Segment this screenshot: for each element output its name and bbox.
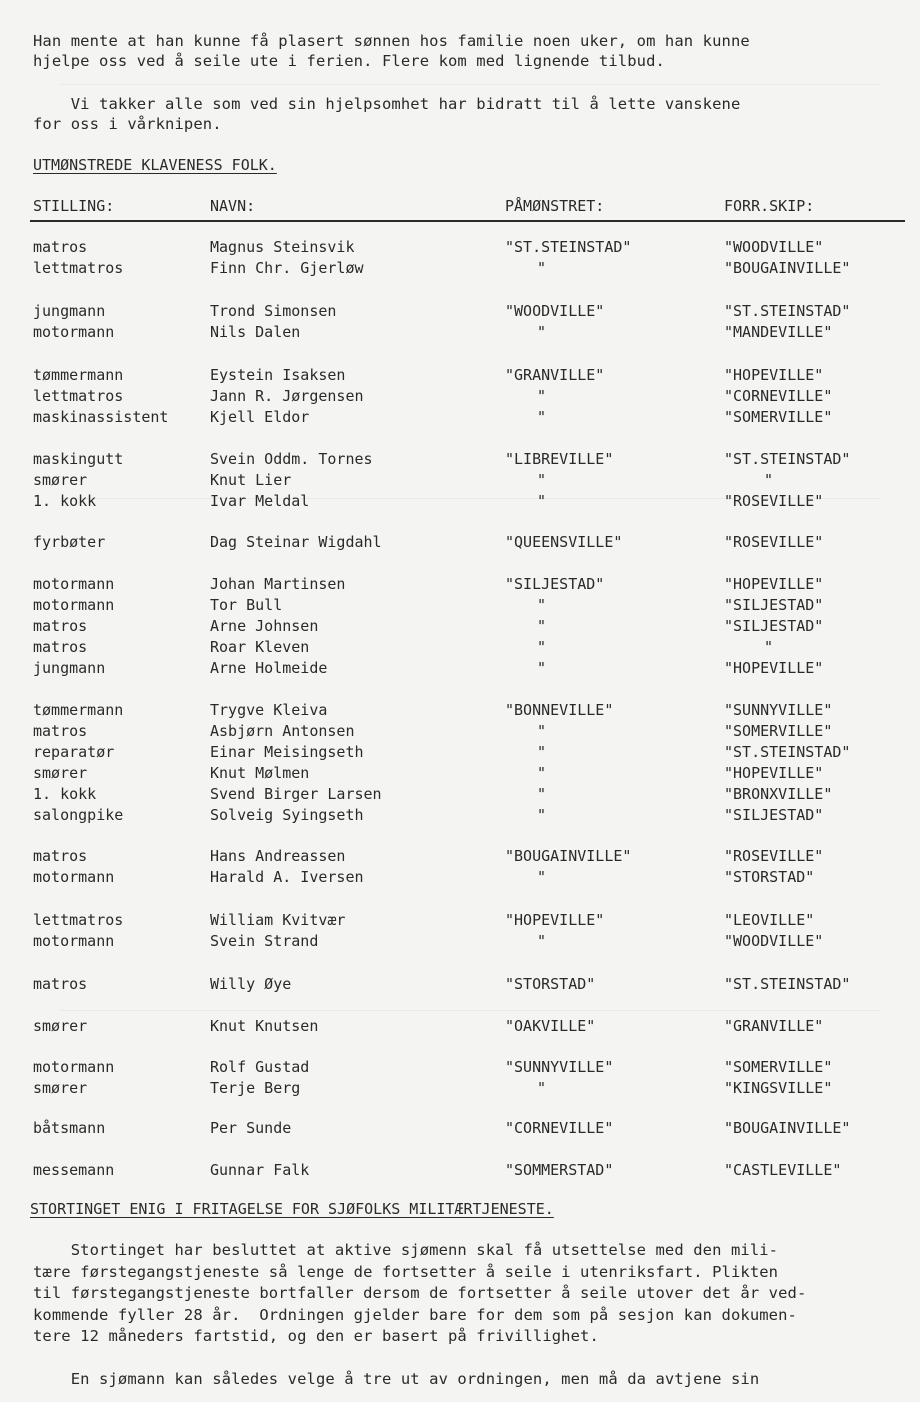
cell-position: matros bbox=[33, 722, 88, 740]
cell-signed-on: " bbox=[537, 932, 547, 950]
table-row bbox=[0, 721, 920, 742]
cell-previous-ship: "GRANVILLE" bbox=[724, 1017, 824, 1035]
cell-name: Svein Oddm. Tornes bbox=[210, 450, 373, 468]
cell-previous-ship: "ST.STEINSTAD" bbox=[724, 975, 851, 993]
cell-signed-on: "BOUGAINVILLE" bbox=[505, 847, 632, 865]
cell-previous-ship: "CASTLEVILLE" bbox=[724, 1161, 842, 1179]
cell-previous-ship: "ST.STEINSTAD" bbox=[724, 743, 851, 761]
cell-previous-ship: "ROSEVILLE" bbox=[724, 847, 824, 865]
table-row bbox=[0, 237, 920, 258]
table-row bbox=[0, 365, 920, 386]
cell-position: matros bbox=[33, 638, 88, 656]
section-heading-military: STORTINGET ENIG I FRITAGELSE FOR SJØFOLKS MILITÆRTJENESTE. bbox=[30, 1200, 554, 1218]
cell-position: salongpike bbox=[33, 806, 124, 824]
cell-name: Rolf Gustad bbox=[210, 1058, 310, 1076]
cell-signed-on: " bbox=[537, 1079, 547, 1097]
cell-name: Einar Meisingseth bbox=[210, 743, 364, 761]
cell-signed-on: "OAKVILLE" bbox=[505, 1017, 596, 1035]
cell-signed-on: " bbox=[537, 743, 547, 761]
cell-signed-on: "SOMMERSTAD" bbox=[505, 1161, 614, 1179]
cell-name: Knut Mølmen bbox=[210, 764, 310, 782]
cell-signed-on: "QUEENSVILLE" bbox=[505, 533, 623, 551]
cell-previous-ship: "ROSEVILLE" bbox=[724, 533, 824, 551]
cell-signed-on: " bbox=[537, 471, 547, 489]
cell-previous-ship: "SILJESTAD" bbox=[724, 596, 824, 614]
cell-previous-ship: " bbox=[764, 638, 774, 656]
table-row bbox=[0, 1078, 920, 1099]
cell-position: båtsmann bbox=[33, 1119, 106, 1137]
table-row bbox=[0, 784, 920, 805]
cell-signed-on: " bbox=[537, 617, 547, 635]
column-header-signed-on: PÅMØNSTRET: bbox=[505, 197, 605, 215]
cell-name: Ivar Meldal bbox=[210, 492, 310, 510]
header-rule bbox=[30, 220, 905, 222]
cell-previous-ship: "STORSTAD" bbox=[724, 868, 815, 886]
cell-previous-ship: "HOPEVILLE" bbox=[724, 575, 824, 593]
table-row bbox=[0, 846, 920, 867]
cell-signed-on: "BONNEVILLE" bbox=[505, 701, 614, 719]
body-line: tære førstegangstjeneste så lenge de fortsetter å seile i utenriksfart. Plikten bbox=[33, 1263, 779, 1281]
cell-previous-ship: "SOMERVILLE" bbox=[724, 1058, 833, 1076]
cell-previous-ship: "HOPEVILLE" bbox=[724, 366, 824, 384]
table-row bbox=[0, 574, 920, 595]
cell-position: lettmatros bbox=[33, 387, 124, 405]
cell-position: motormann bbox=[33, 575, 115, 593]
cell-position: smører bbox=[33, 764, 88, 782]
cell-signed-on: "SILJESTAD" bbox=[505, 575, 605, 593]
cell-signed-on: " bbox=[537, 764, 547, 782]
cell-signed-on: " bbox=[537, 323, 547, 341]
cell-previous-ship: "LEOVILLE" bbox=[724, 911, 815, 929]
cell-name: Trond Simonsen bbox=[210, 302, 337, 320]
cell-previous-ship: "ST.STEINSTAD" bbox=[724, 450, 851, 468]
cell-name: Eystein Isaksen bbox=[210, 366, 346, 384]
cell-signed-on: " bbox=[537, 868, 547, 886]
section-heading-crew: UTMØNSTREDE KLAVENESS FOLK. bbox=[33, 156, 277, 174]
cell-previous-ship: "WOODVILLE" bbox=[724, 238, 824, 256]
cell-previous-ship: "HOPEVILLE" bbox=[724, 659, 824, 677]
column-header-previous-ship: FORR.SKIP: bbox=[724, 197, 815, 215]
table-row bbox=[0, 258, 920, 279]
cell-name: Harald A. Iversen bbox=[210, 868, 364, 886]
cell-name: Knut Knutsen bbox=[210, 1017, 319, 1035]
cell-position: jungmann bbox=[33, 302, 106, 320]
body-line: til førstegangstjeneste bortfaller dersom de fortsetter å seile utover det år ved- bbox=[33, 1284, 807, 1302]
cell-position: smører bbox=[33, 1017, 88, 1035]
cell-name: Asbjørn Antonsen bbox=[210, 722, 355, 740]
cell-name: Knut Lier bbox=[210, 471, 292, 489]
cell-previous-ship: "SOMERVILLE" bbox=[724, 722, 833, 740]
cell-name: Gunnar Falk bbox=[210, 1161, 310, 1179]
table-row bbox=[0, 386, 920, 407]
cell-position: lettmatros bbox=[33, 911, 124, 929]
cell-signed-on: " bbox=[537, 387, 547, 405]
table-row bbox=[0, 1057, 920, 1078]
intro-line: for oss i vårknipen. bbox=[33, 115, 222, 133]
table-row bbox=[0, 322, 920, 343]
cell-name: Finn Chr. Gjerløw bbox=[210, 259, 364, 277]
cell-name: Johan Martinsen bbox=[210, 575, 346, 593]
cell-position: motormann bbox=[33, 1058, 115, 1076]
cell-position: matros bbox=[33, 617, 88, 635]
body-line: Stortinget har besluttet at aktive sjømenn skal få utsettelse med den mili- bbox=[33, 1241, 779, 1259]
cell-position: 1. kokk bbox=[33, 492, 97, 510]
cell-previous-ship: "MANDEVILLE" bbox=[724, 323, 833, 341]
table-row bbox=[0, 931, 920, 952]
cell-name: Arne Johnsen bbox=[210, 617, 319, 635]
cell-signed-on: " bbox=[537, 638, 547, 656]
bleed-through-line bbox=[60, 84, 880, 85]
cell-signed-on: " bbox=[537, 722, 547, 740]
table-row bbox=[0, 637, 920, 658]
cell-signed-on: " bbox=[537, 492, 547, 510]
cell-position: 1. kokk bbox=[33, 785, 97, 803]
cell-previous-ship: " bbox=[764, 471, 774, 489]
table-row bbox=[0, 301, 920, 322]
cell-name: Svend Birger Larsen bbox=[210, 785, 382, 803]
cell-name: Hans Andreassen bbox=[210, 847, 346, 865]
cell-position: tømmermann bbox=[33, 701, 124, 719]
table-row bbox=[0, 1118, 920, 1139]
cell-signed-on: "CORNEVILLE" bbox=[505, 1119, 614, 1137]
cell-name: Kjell Eldor bbox=[210, 408, 310, 426]
table-row bbox=[0, 1016, 920, 1037]
cell-name: William Kvitvær bbox=[210, 911, 346, 929]
cell-previous-ship: "WOODVILLE" bbox=[724, 932, 824, 950]
cell-name: Arne Holmeide bbox=[210, 659, 328, 677]
cell-name: Magnus Steinsvik bbox=[210, 238, 355, 256]
cell-previous-ship: "HOPEVILLE" bbox=[724, 764, 824, 782]
cell-name: Tor Bull bbox=[210, 596, 283, 614]
cell-name: Roar Kleven bbox=[210, 638, 310, 656]
cell-previous-ship: "KINGSVILLE" bbox=[724, 1079, 833, 1097]
cell-signed-on: "GRANVILLE" bbox=[505, 366, 605, 384]
cell-position: motormann bbox=[33, 596, 115, 614]
cell-signed-on: " bbox=[537, 659, 547, 677]
table-row bbox=[0, 1160, 920, 1181]
intro-line: Vi takker alle som ved sin hjelpsomhet har bidratt til å lette vanskene bbox=[33, 95, 741, 113]
table-row bbox=[0, 407, 920, 428]
cell-name: Terje Berg bbox=[210, 1079, 301, 1097]
intro-line: hjelpe oss ved å seile ute i ferien. Flere kom med lignende tilbud. bbox=[33, 52, 665, 70]
cell-position: smører bbox=[33, 1079, 88, 1097]
cell-previous-ship: "ST.STEINSTAD" bbox=[724, 302, 851, 320]
cell-previous-ship: "ROSEVILLE" bbox=[724, 492, 824, 510]
cell-position: maskingutt bbox=[33, 450, 124, 468]
cell-position: matros bbox=[33, 847, 88, 865]
body-line: tere 12 måneders fartstid, og den er basert på frivillighet. bbox=[33, 1327, 599, 1345]
column-header-name: NAVN: bbox=[210, 197, 256, 215]
cell-name: Svein Strand bbox=[210, 932, 319, 950]
table-row bbox=[0, 867, 920, 888]
table-row bbox=[0, 974, 920, 995]
cell-name: Dag Steinar Wigdahl bbox=[210, 533, 382, 551]
cell-previous-ship: "BOUGAINVILLE" bbox=[724, 1119, 851, 1137]
table-row bbox=[0, 595, 920, 616]
cell-position: reparatør bbox=[33, 743, 115, 761]
cell-name: Nils Dalen bbox=[210, 323, 301, 341]
cell-previous-ship: "SUNNYVILLE" bbox=[724, 701, 833, 719]
cell-name: Per Sunde bbox=[210, 1119, 292, 1137]
cell-position: messemann bbox=[33, 1161, 115, 1179]
table-row bbox=[0, 910, 920, 931]
table-row bbox=[0, 470, 920, 491]
cell-position: motormann bbox=[33, 932, 115, 950]
column-header-position: STILLING: bbox=[33, 197, 115, 215]
cell-name: Solveig Syingseth bbox=[210, 806, 364, 824]
cell-signed-on: "SUNNYVILLE" bbox=[505, 1058, 614, 1076]
cell-previous-ship: "SILJESTAD" bbox=[724, 806, 824, 824]
cell-previous-ship: "SOMERVILLE" bbox=[724, 408, 833, 426]
cell-previous-ship: "SILJESTAD" bbox=[724, 617, 824, 635]
cell-position: smører bbox=[33, 471, 88, 489]
table-row bbox=[0, 658, 920, 679]
cell-signed-on: " bbox=[537, 596, 547, 614]
cell-position: motormann bbox=[33, 323, 115, 341]
cell-position: matros bbox=[33, 238, 88, 256]
cell-previous-ship: "CORNEVILLE" bbox=[724, 387, 833, 405]
cell-signed-on: "HOPEVILLE" bbox=[505, 911, 605, 929]
body-line: En sjømann kan således velge å tre ut av ordningen, men må da avtjene sin bbox=[33, 1370, 760, 1388]
table-row bbox=[0, 491, 920, 512]
cell-position: fyrbøter bbox=[33, 533, 106, 551]
table-row bbox=[0, 616, 920, 637]
cell-position: tømmermann bbox=[33, 366, 124, 384]
cell-name: Willy Øye bbox=[210, 975, 292, 993]
body-line: kommende fyller 28 år. Ordningen gjelder bare for dem som på sesjon kan dokumen- bbox=[33, 1306, 797, 1324]
cell-name: Trygve Kleiva bbox=[210, 701, 328, 719]
table-row bbox=[0, 700, 920, 721]
cell-name: Jann R. Jørgensen bbox=[210, 387, 364, 405]
table-row bbox=[0, 449, 920, 470]
cell-position: lettmatros bbox=[33, 259, 124, 277]
cell-signed-on: " bbox=[537, 806, 547, 824]
cell-signed-on: " bbox=[537, 259, 547, 277]
cell-signed-on: "STORSTAD" bbox=[505, 975, 596, 993]
cell-signed-on: "ST.STEINSTAD" bbox=[505, 238, 632, 256]
cell-previous-ship: "BOUGAINVILLE" bbox=[724, 259, 851, 277]
cell-signed-on: "WOODVILLE" bbox=[505, 302, 605, 320]
intro-line: Han mente at han kunne få plasert sønnen hos familie noen uker, om han kunne bbox=[33, 32, 750, 50]
table-row bbox=[0, 532, 920, 553]
table-row bbox=[0, 805, 920, 826]
bleed-through-line bbox=[60, 1010, 880, 1011]
cell-signed-on: " bbox=[537, 408, 547, 426]
table-row bbox=[0, 742, 920, 763]
cell-signed-on: "LIBREVILLE" bbox=[505, 450, 614, 468]
cell-position: jungmann bbox=[33, 659, 106, 677]
cell-previous-ship: "BRONXVILLE" bbox=[724, 785, 833, 803]
table-row bbox=[0, 763, 920, 784]
cell-signed-on: " bbox=[537, 785, 547, 803]
cell-position: maskinassistent bbox=[33, 408, 169, 426]
cell-position: motormann bbox=[33, 868, 115, 886]
cell-position: matros bbox=[33, 975, 88, 993]
